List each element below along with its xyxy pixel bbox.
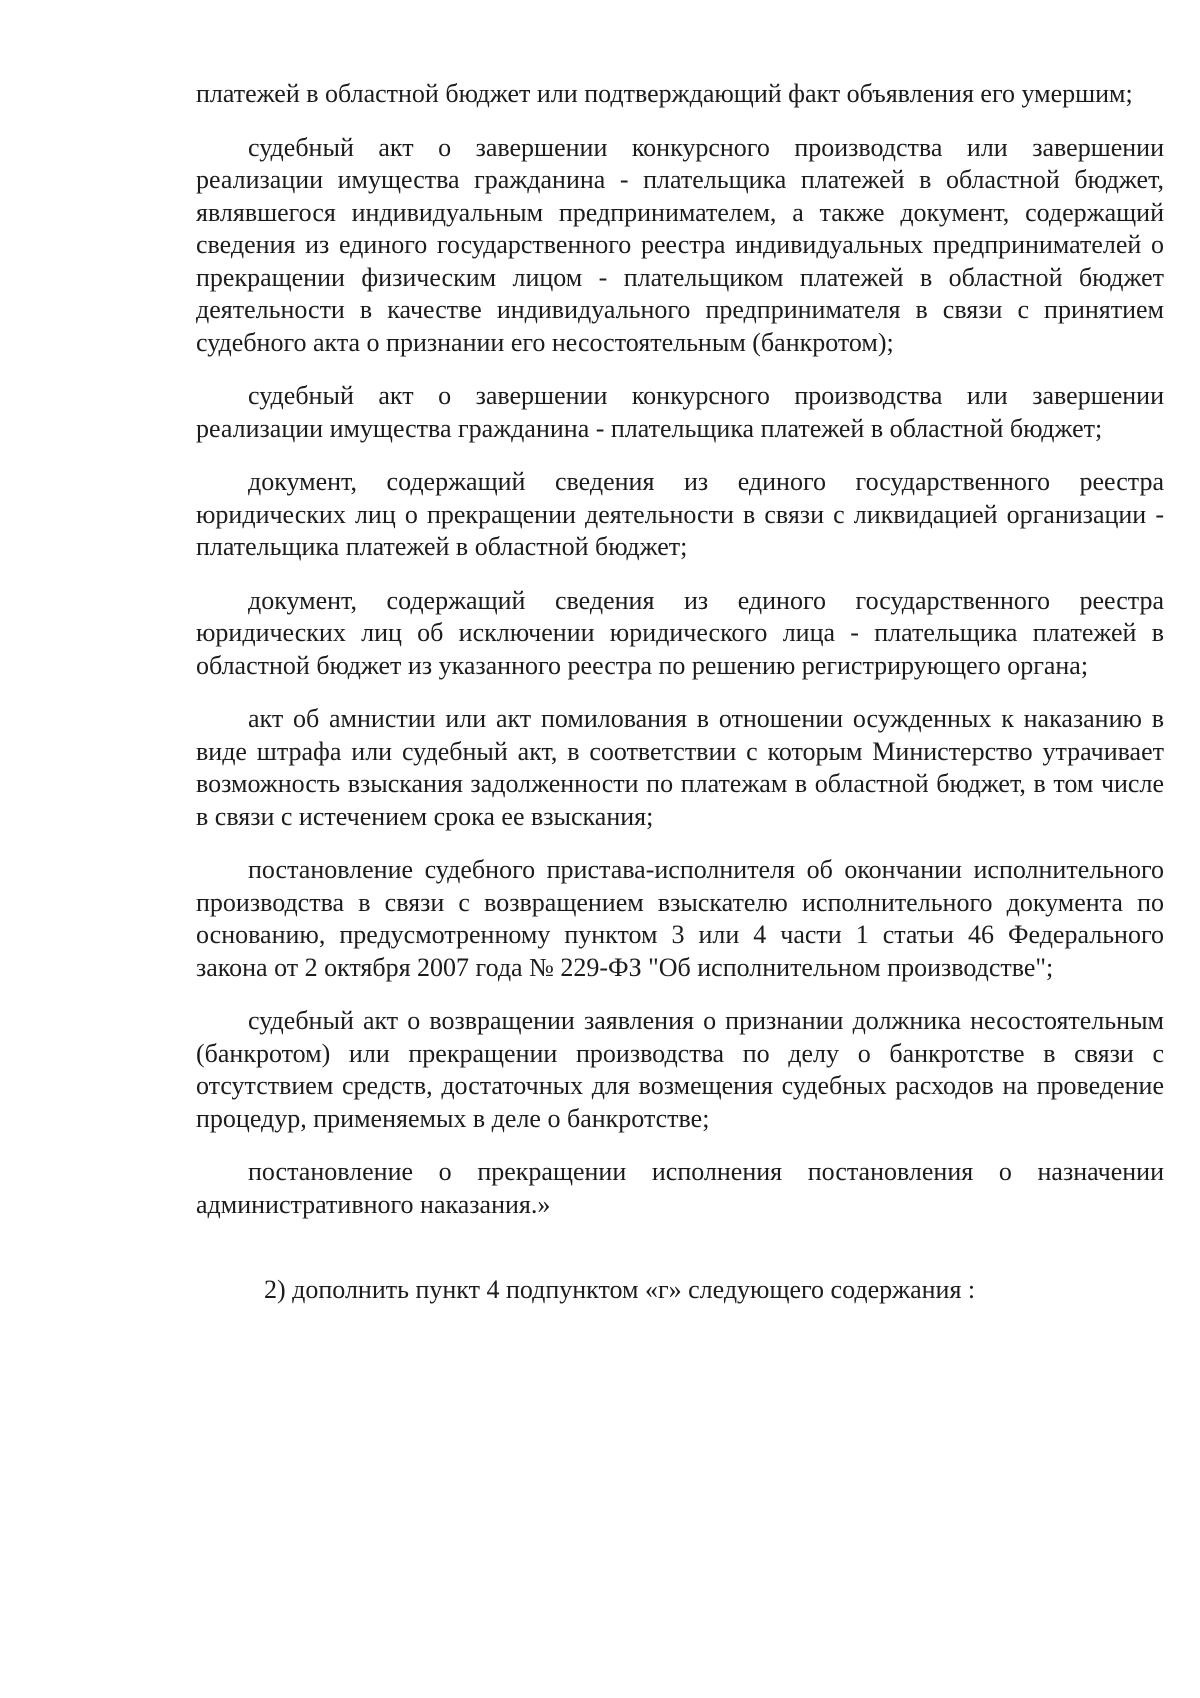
paragraph-continuation: платежей в областной бюджет или подтверждающий факт объявления его умершим; [196, 79, 1133, 108]
paragraph-bankruptcy-entrepreneur: судебный акт о завершении конкурсного производства или завершении реализации имущества гражданина - плательщика платежей в областной бюджет, являвшегося индивидуальным предпринимателем, а также документ, содержащий сведения из единого государственного реестра индивидуальных предпринимателей о прекращении физическим лицом - плательщиком платежей в областной бюджет деятельности в качестве индивидуального предпринимателя в связи с принятием судебного акта о признании его несостоятельным (банкротом); [196, 132, 1164, 357]
paragraph-bankruptcy-citizen: судебный акт о завершении конкурсного производства или завершении реализации имущества гражданина - плательщика платежей в областной бюджет; [196, 381, 1164, 443]
paragraph-liquidation: документ, содержащий сведения из единого государственного реестра юридических лиц о прекращении деятельности в связи с ликвидацией организации - плательщика платежей в областной бюджет; [196, 467, 1164, 561]
paragraph-administrative: постановление о прекращении исполнения постановления о назначении административного наказания.» [196, 1157, 1164, 1219]
item-2-amendment: 2) дополнить пункт 4 подпунктом «г» следующего содержания : [264, 1275, 976, 1304]
paragraph-exclusion: документ, содержащий сведения из единого государственного реестра юридических лиц об исключении юридического лица - плательщика платежей в областной бюджет из указанного реестра по решению регистрирующего органа; [196, 585, 1164, 680]
paragraph-amnesty: акт об амнистии или акт помилования в отношении осужденных к наказанию в виде штрафа или судебный акт, в соответствии с которым Министерство утрачивает возможность взыскания задолженности по платежам в областной бюджет, в том числе в связи с истечением срока ее взыскания; [196, 704, 1164, 831]
paragraph-bailiff-resolution: постановление судебного пристава-исполнителя об окончании исполнительного производства в связи с возвращением взыскателю исполнительного документа по основанию, предусмотренному пунктом 3 или 4 части 1 статьи 46 Федерального закона от 2 октября 2007 года № 229-ФЗ "Об исполнительном производстве"; [196, 855, 1164, 982]
document-body [196, 78, 1164, 1328]
paragraph-bankruptcy-return: судебный акт о возвращении заявления о признании должника несостоятельным (банкротом) или прекращении производства по делу о банкротстве в связи с отсутствием средств, достаточных для возмещения судебных расходов на проведение процедур, применяемых в деле о банкротстве; [196, 1006, 1164, 1133]
